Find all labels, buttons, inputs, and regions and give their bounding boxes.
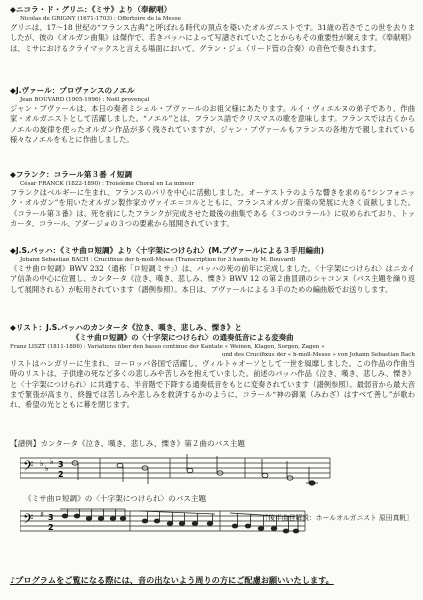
section-heading-line2: 《ミサ曲ロ短調》の〈十字架につけられ〉の通奏低音による変奏曲	[72, 333, 294, 342]
section-heading: ◆フランク：コラール第３番 イ短調	[10, 170, 133, 179]
section-subtitle: Franz LISZT (1811-1886) : Variations über den basso continuo der Kantate « Weinen, Klagen, Sorgen, Zagen »	[10, 344, 325, 350]
svg-text:2: 2	[48, 523, 54, 532]
example-1-staff	[20, 450, 350, 490]
section-heading: ◆J.ヴァール：プロヴァンスのノエル	[10, 86, 135, 95]
svg-text:♭: ♭	[45, 464, 49, 473]
svg-text:2: 2	[58, 470, 64, 479]
svg-text:♯: ♯	[40, 510, 44, 519]
section-franck	[10, 170, 415, 229]
section-liszt	[10, 323, 415, 410]
section-body: フランクはベルギーに生まれ、フランスのパリを中心に活動しました。オーケストラのような響きを求める“シンフォニック・オルガン”を用いたオルガン製作家カヴァイエ＝コルとともに、フランスオルガン音楽の発展に大きく貢献しました。《コラール第３番》は、死を前にしたフランクが完成させた最後の曲集である《３つのコラール》に収められており、トッカータ、コラール、アダージョの３つの要素から展開されています。	[10, 188, 415, 228]
section-body: ジャン・ブヴァールは、本日の奏者ミシェル・ブヴァールのお祖父様にあたります。ルイ・ヴィエルヌの弟子であり、作曲家・オルガニストとして活躍しました。“ノエル”とは、フランス語でクリスマスの歌を意味します。フランスでは古くからノエルの旋律を使ったオルガン作品が多く残されていますが、ジャン・ブヴァールもフランスの各地方で親しまれている様々なノエルをもとに作曲しました。	[10, 104, 415, 144]
bass-clef-icon: 𝄢	[23, 511, 34, 530]
section-heading: ◆リスト：J.S.バッハのカンタータ《泣き、嘆き、悲しみ、慄き》と	[10, 323, 242, 332]
bass-clef-icon: 𝄢	[23, 458, 34, 477]
example-1-title: 【譜例】カンタータ《泣き、嘆き、悲しみ、慄き》第２曲のバス主題	[10, 439, 245, 448]
svg-text:♭: ♭	[50, 457, 54, 466]
section-subtitle: Jean BOUVARD (1905-1996) : Noël provençal	[20, 97, 150, 103]
example-2-title: 《ミサ曲ロ短調》の〈十字架につけられ〉のバス主題	[24, 494, 207, 503]
svg-text:♭: ♭	[40, 459, 44, 468]
svg-text:3: 3	[48, 513, 54, 522]
section-subtitle: Johann Sebastian BACH : Crucifixus der h-moll-Messe (Transcription for 3 hands by M. Bouvard)	[20, 257, 296, 263]
section-heading: ◆ニコラ・ド・グリニ：《ミサ》より（奉献唱）	[10, 5, 172, 14]
section-subtitle: César FRANCK (1822-1890) : Troisième Choral en La mineur	[20, 181, 195, 187]
section-heading: ◆J.S.バッハ：《ミサ曲ロ短調》より〈十字架につけられ〉(M.ブヴァールによる３手用編曲)	[10, 246, 325, 255]
svg-text:3: 3	[58, 460, 64, 469]
section-subtitle-line2: und des Crucifixus der « h-moll-Messe » von Johann Sebastian Bach	[221, 352, 415, 358]
section-grigny	[10, 5, 415, 54]
section-bouvard	[10, 86, 415, 145]
example-2-staff	[20, 503, 320, 543]
section-bach	[10, 246, 415, 295]
section-body: グリニは、17～18 世紀の“フランス古典”と呼ばれる時代の頂点を築いたオルガニストです。31歳の若さでこの世を去りましたが、彼の《オルガン曲集》は傑作で、若きバッハによって写譜されていたことからもその重要性が窺えます。《奉献唱》は、ミサにおけるクライマックスと言える場面において、グラン・ジュ（リード管の合奏）の音色で奏されます。	[10, 23, 415, 53]
audience-notice: ♪プログラムをご覧になる際には、音の出ないよう周りの方にご配慮お願いいたします。	[10, 575, 334, 585]
section-subtitle: Nicolas de GRIGNY (1671-1703) : Offertoire de la Messe	[20, 16, 181, 22]
section-body: リストはハンガリーに生まれ、ヨーロッパ各国で活躍し、ヴィルトゥオーソとして一世を風靡しました。この作品の作曲当時のリストは、子供達の死など多くの悲しみや苦しみを抱えていました。前述のバッハ作品《泣き、嘆き、悲しみ、慄き》と〈十字架につけられ〉に共通する、半音階で下降する通奏低音をもとに変奏されています（譜例参照）。最弱音から最大音まで緊張が高まり、終盤では苦しみや悲しみを救済するかのように、コラール“神の御業（みわざ）はすべて善し”が歌われ、希望の光とともに幕を閉じます。	[10, 359, 415, 410]
section-body: 《ミサ曲ロ短調》BWV 232（通称「ロ短調ミサ」）は、バッハの死の前年に完成しました。〈十字架につけられ〉はニカイア信条の中心に位置し、カンタータ《泣き、嘆き、悲しみ、慄き》BWV 12 の第２曲冒頭のシャコンヌ（バス主題を繰り返して展開される）が転用されています（譜例参照）。本日は、ブヴァールによる３手のための編曲版でお送りします。	[10, 264, 415, 294]
notes-credit: ［後半曲目解説：ホールオルガニスト 原田真帆］	[261, 514, 413, 522]
